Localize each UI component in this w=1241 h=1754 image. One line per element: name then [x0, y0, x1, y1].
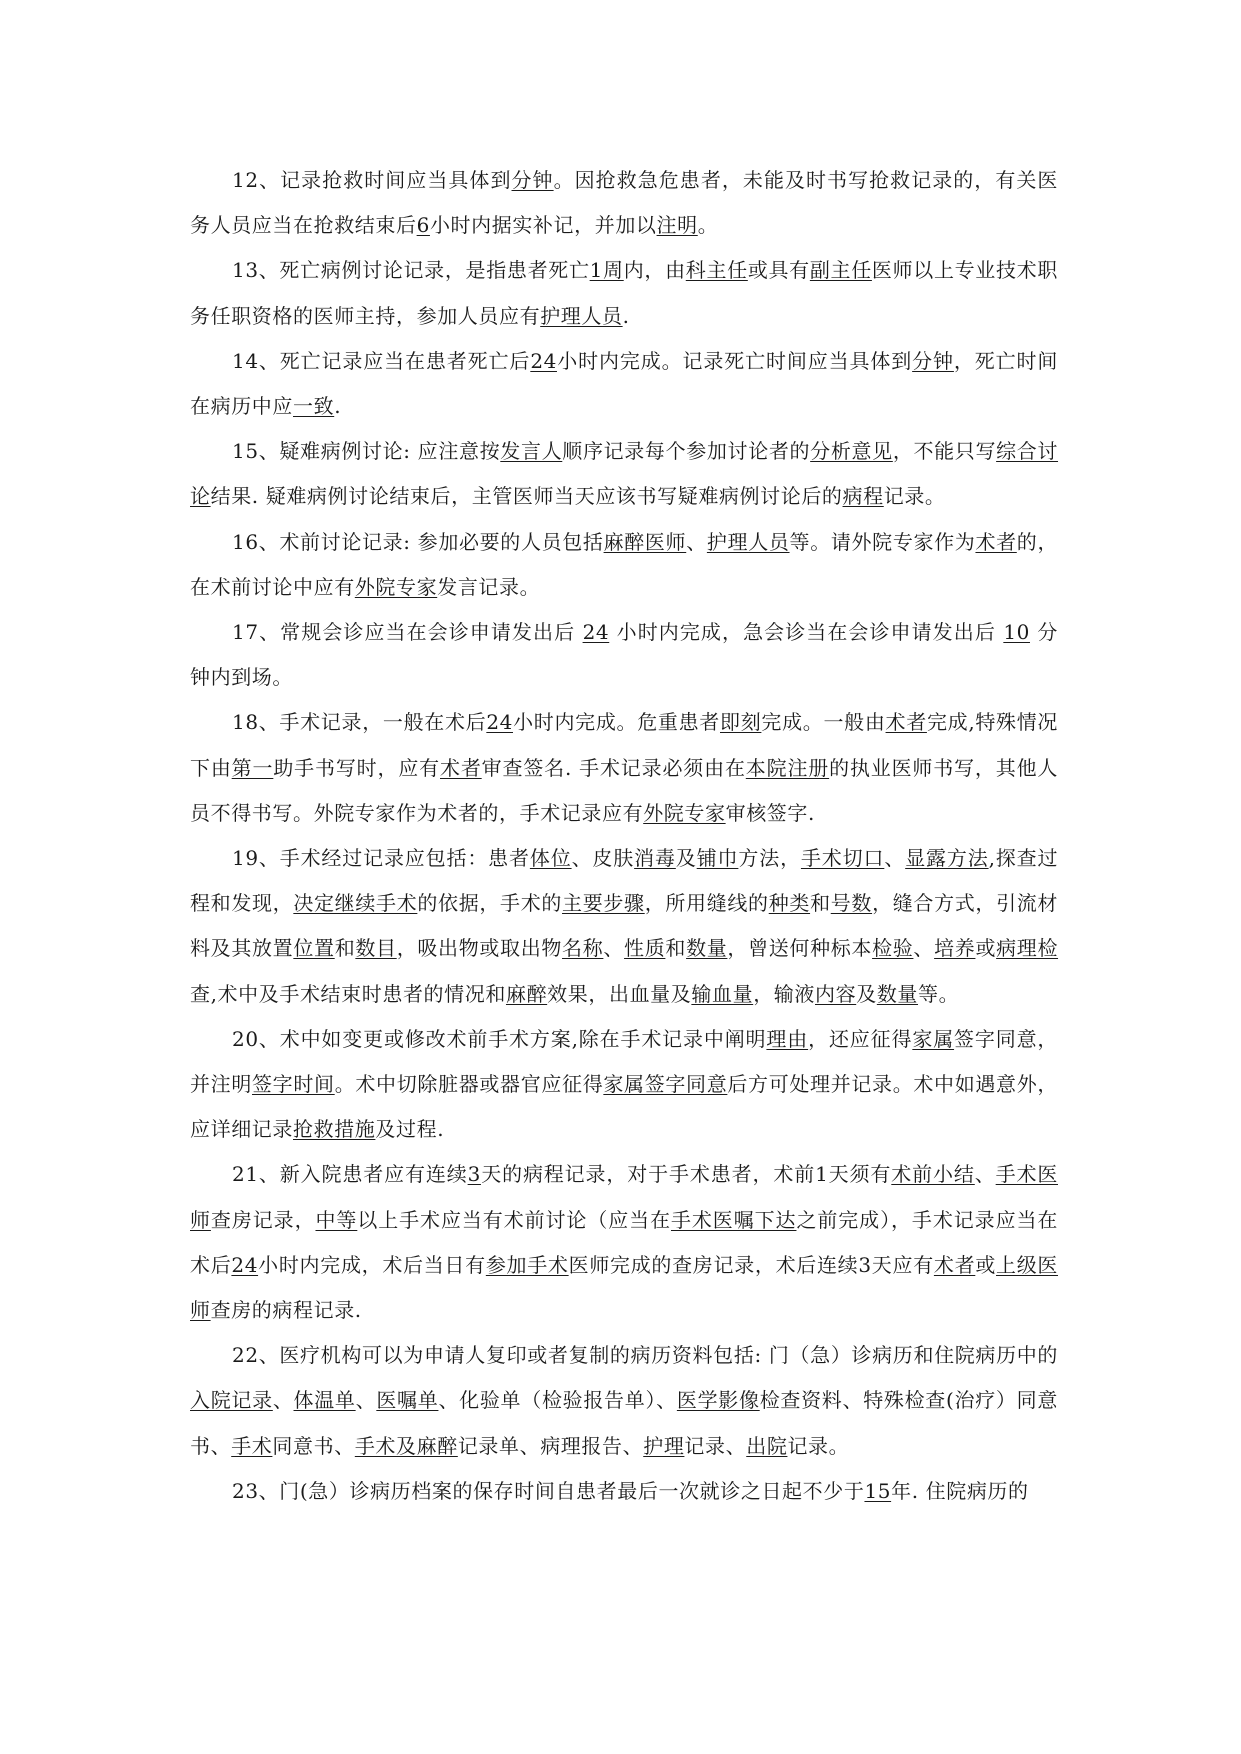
paragraph-text: 、皮肤 — [571, 846, 635, 871]
underlined-answer: 麻醉医师 — [603, 529, 687, 554]
paragraph-text: 或具有 — [747, 258, 810, 283]
underlined-answer: 数目 — [355, 936, 397, 961]
underlined-answer: 铺巾 — [696, 846, 739, 871]
paragraph — [190, 429, 1058, 519]
paragraph-text: 和 — [334, 936, 356, 961]
paragraph-text: 签字同意，并注明 — [190, 1026, 1059, 1097]
paragraph-text: 内，由 — [623, 258, 686, 283]
paragraph-text: 年. 住院病历的 — [891, 1478, 1029, 1503]
paragraph-text: ，所用缝线的 — [644, 891, 769, 916]
underlined-answer: 即刻 — [720, 710, 762, 735]
paragraph-text: 21、新入院患者应有连续 — [232, 1162, 468, 1187]
underlined-answer: 消毒 — [634, 846, 676, 871]
paragraph-text: 或 — [975, 1252, 997, 1277]
underlined-answer: 手术医师 — [190, 1162, 1058, 1232]
paragraph-text: 小时内完成。记录死亡时间应当具体到 — [556, 348, 913, 373]
paragraph-text: 17、常规会诊应当在会诊申请发出后 — [232, 620, 583, 645]
paragraph-text: . — [622, 303, 630, 328]
paragraph-text: 、 — [884, 846, 906, 871]
paragraph-text: 的执业医师书写，其他人员不得书写。外院专家作为术者的，手术记录应有 — [190, 755, 1059, 825]
paragraph-text: 、 — [355, 1388, 377, 1413]
paragraph-text: 发言记录。 — [437, 574, 541, 599]
paragraph-text: 小时内完成，急会诊当在会诊申请发出后 — [609, 620, 1004, 645]
underlined-answer: 手术医嘱下达 — [670, 1207, 797, 1232]
underlined-answer: 医学影像 — [676, 1388, 760, 1413]
paragraph-text: ，死亡时间在病历中应 — [190, 348, 1059, 419]
underlined-answer: 手术及麻醉 — [354, 1433, 458, 1458]
paragraph-text: 和 — [665, 936, 687, 961]
underlined-answer: 培养 — [934, 936, 976, 961]
underlined-answer: 入院记录 — [190, 1388, 273, 1413]
underlined-answer: 数量 — [876, 981, 919, 1006]
paragraph-text: 检查资料、特殊检查(治疗）同意书、 — [190, 1388, 1058, 1458]
underlined-answer: 科主任 — [685, 258, 748, 283]
underlined-answer: 病程 — [842, 484, 884, 509]
underlined-answer: 家属签字同意 — [603, 1072, 728, 1097]
paragraph-text: 医师完成的查房记录，术后连续3天应有 — [568, 1252, 934, 1277]
paragraph-text: 。因抢救急危患者，未能及时书写抢救记录的，有关医务人员应当在抢救结束后 — [190, 168, 1058, 238]
paragraph — [190, 700, 1058, 836]
paragraph-text: 。 — [697, 213, 719, 238]
paragraph-text: 记录单、病理报告、 — [457, 1433, 644, 1458]
paragraph-text: 等。 — [918, 981, 960, 1006]
paragraph-text: 、 — [603, 936, 625, 961]
paragraph-text: 12、记录抢救时间应当具体到 — [232, 168, 512, 192]
paragraph-text: 助手书写时，应有 — [273, 755, 440, 780]
paragraph — [190, 1469, 1058, 1514]
paragraph — [190, 248, 1058, 338]
paragraph-text: 的，在术前讨论中应有 — [190, 529, 1059, 599]
paragraph — [190, 520, 1058, 610]
paragraph-text: 的依据，手术的 — [417, 891, 563, 916]
paragraph-text: 14、死亡记录应当在患者死亡后 — [232, 348, 531, 373]
paragraph-text: 13、死亡病例讨论记录，是指患者死亡 — [232, 258, 590, 283]
paragraph-text: 等。请外院专家作为 — [789, 529, 976, 554]
paragraph-text: 结果. 疑难病例讨论结束后，主管医师当天应该书写疑难病例讨论后的 — [210, 484, 843, 509]
underlined-answer: 本院注册 — [745, 755, 830, 780]
underlined-answer: 病理检 — [996, 936, 1059, 961]
underlined-answer: 种类 — [768, 891, 811, 916]
underlined-answer: 术者 — [885, 710, 927, 735]
paragraph-text: 顺序记录每个参加讨论者的 — [562, 439, 811, 464]
underlined-answer: 抢救措施 — [293, 1117, 376, 1142]
paragraph-text: 16、术前讨论记录: 参加必要的人员包括 — [232, 529, 604, 554]
underlined-answer: 名称 — [562, 936, 604, 961]
underlined-answer: 24 — [231, 1252, 259, 1277]
paragraph-text: ，不能只写 — [892, 439, 997, 464]
paragraph-text: 及 — [856, 981, 877, 1006]
paragraph — [190, 1017, 1058, 1153]
paragraph-text: 后方可处理并记录。术中如遇意外，应详细记录 — [190, 1072, 1058, 1142]
paragraph-text: 小时内完成，术后当日有 — [258, 1252, 486, 1277]
underlined-answer: 外院专家 — [354, 574, 438, 599]
underlined-answer: 护理 — [643, 1433, 685, 1458]
paragraph-text: 及 — [675, 846, 697, 871]
paragraph-text: 20、术中如变更或修改术前手术方案,除在手术记录中阐明 — [232, 1026, 767, 1051]
underlined-answer: 术者 — [440, 755, 482, 780]
underlined-answer: 注明 — [656, 213, 698, 238]
paragraph-text: 分钟内到场。 — [190, 620, 1059, 690]
paragraph-text: 或 — [975, 936, 997, 961]
paragraph-text: 及过程. — [375, 1117, 445, 1142]
underlined-answer: 显露方法 — [905, 846, 989, 871]
underlined-answer: 24 — [582, 620, 610, 645]
paragraph-text: 记录。 — [883, 484, 946, 509]
underlined-answer: 分钟 — [912, 348, 954, 373]
underlined-answer: 家属 — [912, 1026, 955, 1051]
paragraph — [190, 1333, 1058, 1469]
paragraph-text: 、 — [272, 1388, 294, 1413]
paragraph-text: 查房的病程记录. — [210, 1298, 362, 1323]
underlined-answer: 内容 — [815, 981, 857, 1006]
paragraph-text: 之前完成），手术记录应当在术后 — [190, 1207, 1058, 1277]
paragraph-text: 、化验单（检验报告单）、 — [438, 1388, 677, 1413]
underlined-answer: 医嘱单 — [376, 1388, 439, 1413]
underlined-answer: 24 — [530, 348, 557, 373]
paragraph-text: 天的病程记录，对于手术患者，术前1天须有 — [480, 1162, 892, 1187]
underlined-answer: 检验 — [872, 936, 914, 961]
paragraph — [190, 158, 1058, 248]
paragraph — [190, 610, 1058, 700]
paragraph-text: 和 — [810, 891, 831, 916]
paragraph-text: 完成。一般由 — [761, 710, 886, 735]
underlined-answer: 麻醉 — [505, 981, 548, 1006]
underlined-answer: 中等 — [315, 1207, 358, 1232]
underlined-answer: 护理人员 — [706, 529, 790, 554]
underlined-answer: 性质 — [624, 936, 666, 961]
underlined-answer: 参加手术 — [485, 1252, 569, 1277]
paragraph-text: ，曾送何种标本 — [727, 936, 873, 961]
underlined-answer: 手术切口 — [800, 846, 885, 871]
underlined-answer: 术前小结 — [891, 1162, 975, 1187]
paragraph — [190, 339, 1058, 429]
underlined-answer: 24 — [486, 710, 513, 735]
underlined-answer: 体温单 — [293, 1388, 356, 1413]
underlined-answer: 一致 — [293, 394, 335, 419]
paragraph-text: 、 — [686, 529, 707, 554]
paragraph-text: 审查签名. 手术记录必须由在 — [481, 755, 746, 780]
underlined-answer: 输血量 — [691, 981, 754, 1006]
paragraph-text: 小时内据实补记，并加以 — [429, 213, 657, 238]
paragraph-text: 查房记录， — [210, 1207, 316, 1232]
underlined-answer: 决定继续手术 — [293, 891, 418, 916]
paragraph-text: 23、门(急）诊病历档案的保存时间自患者最后一次就诊之日起不少于 — [232, 1478, 865, 1503]
underlined-answer: 护理人员 — [540, 303, 623, 328]
underlined-answer: 分析意见 — [810, 439, 893, 464]
underlined-answer: 分钟 — [511, 168, 554, 192]
underlined-answer: 综合讨论 — [190, 439, 1059, 509]
paragraph-text: 记录、 — [684, 1433, 747, 1458]
paragraph-text: 方法， — [738, 846, 801, 871]
underlined-answer: 上级医师 — [190, 1252, 1059, 1323]
underlined-answer: 签字时间 — [252, 1072, 335, 1097]
underlined-answer: 10 — [1003, 620, 1030, 645]
underlined-answer: 术者 — [933, 1252, 976, 1277]
underlined-answer: 发言人 — [500, 439, 563, 464]
underlined-answer: 手术 — [231, 1433, 273, 1458]
paragraph-text: 18、手术记录，一般在术后 — [232, 710, 487, 735]
underlined-answer: 号数 — [830, 891, 873, 916]
underlined-answer: 数量 — [686, 936, 728, 961]
underlined-answer: 外院专家 — [643, 800, 726, 825]
underlined-answer: 6 — [416, 213, 430, 238]
paragraph-text: 记录。 — [787, 1433, 850, 1458]
paragraph-text: 效果，出血量及 — [547, 981, 692, 1006]
paragraph-text: 。术中切除脏器或器官应征得 — [334, 1072, 604, 1097]
paragraph-text: 以上手术应当有术前讨论（应当在 — [357, 1207, 671, 1232]
paragraph-text: 、 — [913, 936, 935, 961]
paragraph-text: ，输液 — [753, 981, 815, 1006]
paragraph-text: 、 — [974, 1162, 996, 1187]
paragraph-text: 19、手术经过记录应包括：患者 — [232, 846, 530, 871]
paragraph-text: 审核签字. — [725, 800, 815, 825]
paragraph-text: ，吸出物或取出物 — [396, 936, 563, 961]
underlined-answer: 体位 — [529, 846, 572, 871]
paragraph-text: 22、医疗机构可以为申请人复印或者复制的病历资料包括: 门（急）诊病历和住院病历中的 — [232, 1343, 1058, 1368]
paragraph — [190, 836, 1058, 1017]
underlined-answer: 3 — [467, 1162, 481, 1187]
underlined-answer: 15 — [864, 1478, 892, 1503]
paragraph-text: 完成,特殊情况下由 — [190, 710, 1059, 780]
paragraph-text: ,探查过程和发现， — [190, 846, 1059, 916]
underlined-answer: 理由 — [766, 1026, 809, 1051]
underlined-answer: 术者 — [975, 529, 1017, 554]
paragraph-text: 15、疑难病例讨论: 应注意按 — [232, 439, 501, 464]
paragraph-text: 小时内完成。危重患者 — [513, 710, 720, 735]
paragraph-text: ，还应征得 — [808, 1026, 913, 1051]
underlined-answer: 出院 — [746, 1433, 788, 1458]
underlined-answer: 副主任 — [809, 258, 872, 283]
paragraph — [190, 1152, 1058, 1333]
paragraph-text: 医师以上专业技术职务任职资格的医师主持，参加人员应有 — [190, 258, 1058, 328]
paragraph-text: ，缝合方式，引流材料及其放置 — [190, 891, 1059, 961]
document-page — [190, 158, 1058, 1514]
paragraph-text: . — [334, 394, 342, 419]
underlined-answer: 1周 — [589, 258, 624, 283]
underlined-answer: 主要步骤 — [562, 891, 645, 916]
paragraph-text: 同意书、 — [272, 1433, 355, 1458]
underlined-answer: 位置 — [293, 936, 335, 961]
underlined-answer: 第一 — [231, 755, 274, 780]
paragraph-text: 查,术中及手术结束时患者的情况和 — [190, 981, 506, 1006]
